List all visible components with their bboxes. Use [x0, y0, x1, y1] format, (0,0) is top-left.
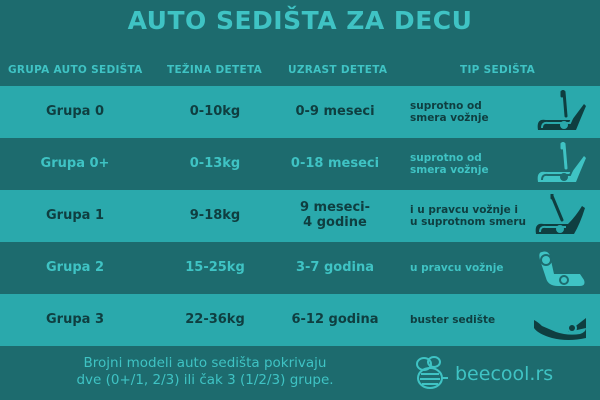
page-title: AUTO SEDIŠTA ZA DECU — [127, 6, 473, 35]
header-group: GRUPA AUTO SEDIŠTA — [8, 64, 143, 76]
forward-seat-icon — [528, 246, 590, 290]
weight-cell: 0-10kg — [189, 104, 241, 119]
age-cell — [275, 200, 395, 230]
table-row — [0, 138, 600, 190]
type-cell — [410, 262, 530, 274]
weight-cell: 22-36kg — [185, 312, 245, 327]
group-cell: Grupa 3 — [46, 312, 104, 327]
type-cell — [410, 152, 530, 176]
weight-cell: 0-13kg — [189, 156, 241, 171]
group-cell: Grupa 2 — [46, 260, 104, 275]
header-weight: TEŽINA DETETA — [167, 64, 263, 76]
age-cell: 6-12 godina — [291, 312, 379, 327]
type-cell — [410, 314, 530, 326]
weight-cell: 9-18kg — [189, 208, 241, 223]
table-row — [0, 86, 600, 138]
table-header — [0, 58, 600, 84]
table-row — [0, 242, 600, 294]
age-cell: 3-7 godina — [295, 260, 375, 275]
group-cell: Grupa 0+ — [40, 156, 110, 171]
brand-logo-text: beecool.rs — [455, 363, 554, 385]
type-line: buster sedište — [410, 314, 496, 326]
table-row — [0, 190, 600, 242]
type-cell — [410, 204, 530, 228]
footer-note — [40, 355, 370, 389]
table-row — [0, 294, 600, 346]
age-line: 9 meseci- — [299, 200, 371, 215]
footer — [0, 350, 600, 400]
type-line: u pravcu vožnje — [410, 262, 504, 274]
footer-line: dve (0+/1, 2/3) ili čak 3 (1/2/3) grupe. — [76, 372, 334, 388]
group-cell: Grupa 0 — [46, 104, 104, 119]
type-line: suprotno od — [410, 152, 482, 164]
type-line: u suprotnom smeru — [410, 216, 527, 228]
bee-icon — [412, 356, 452, 392]
convertible-seat-icon — [528, 194, 590, 238]
age-line: 4 godine — [303, 215, 367, 230]
type-line: i u pravcu vožnje i — [410, 204, 518, 216]
type-line: smera vožnje — [410, 112, 489, 124]
booster-seat-icon — [528, 298, 590, 342]
header-type: TIP SEDIŠTA — [460, 64, 536, 76]
type-line: suprotno od — [410, 100, 482, 112]
age-cell: 0-9 meseci — [295, 104, 375, 119]
type-line: smera vožnje — [410, 164, 489, 176]
rear-facing-carrier-icon — [528, 90, 590, 134]
footer-line: Brojni modeli auto sedišta pokrivaju — [83, 355, 327, 371]
header-age: UZRAST DETETA — [288, 64, 388, 76]
weight-cell: 15-25kg — [185, 260, 245, 275]
age-cell: 0-18 meseci — [290, 156, 380, 171]
rear-facing-carrier-icon — [528, 142, 590, 186]
group-cell: Grupa 1 — [46, 208, 104, 223]
type-cell — [410, 100, 530, 124]
